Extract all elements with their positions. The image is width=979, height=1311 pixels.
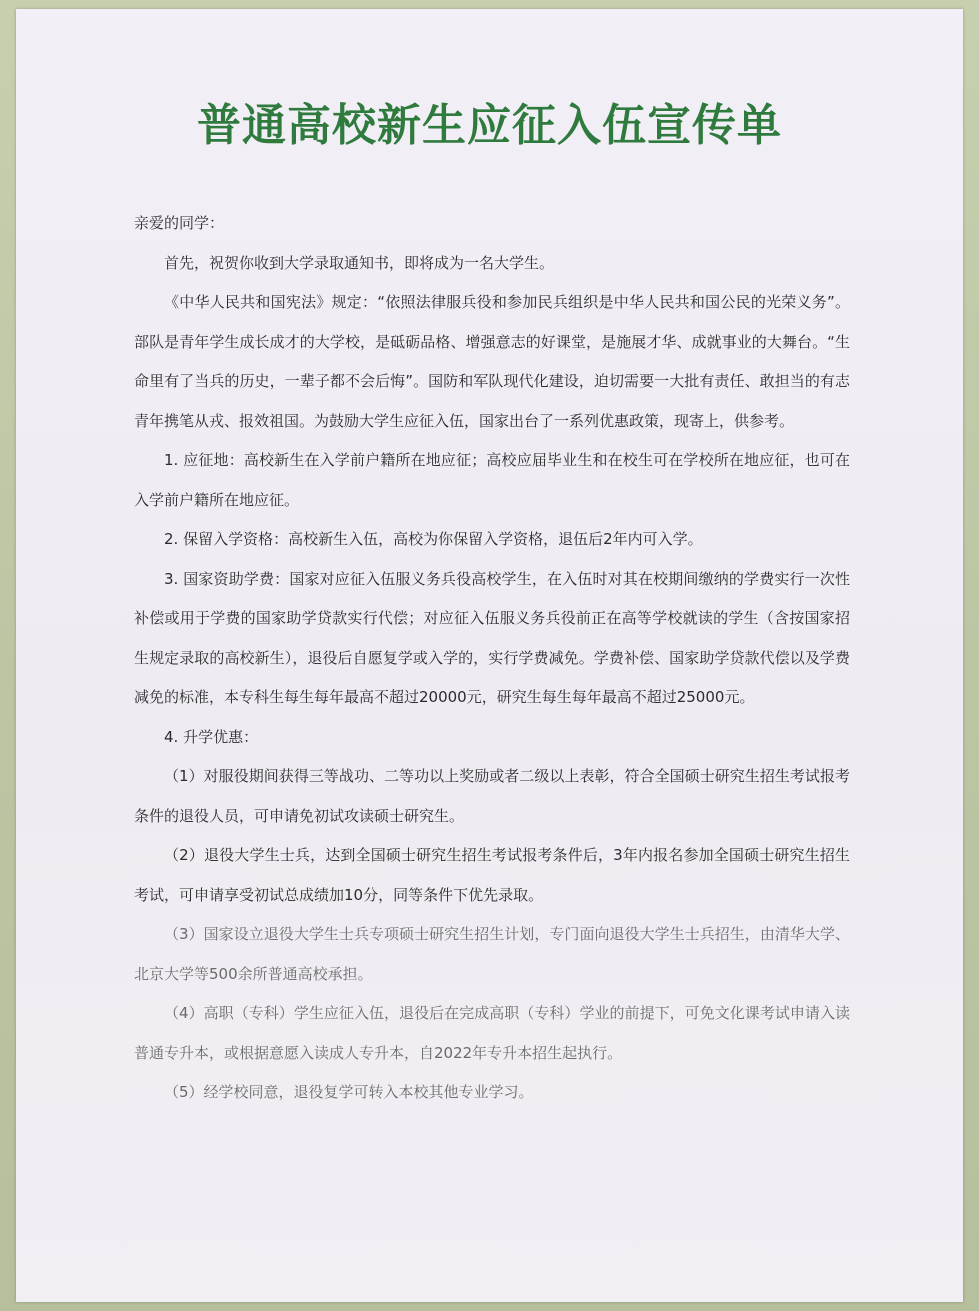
constitution-paragraph: 《中华人民共和国宪法》规定：“依照法律服兵役和参加民兵组织是中华人民共和国公民的光荣义务”。部队是青年学生成长成才的大学校，是砥砺品格、增强意志的好课堂，是施展才华、成就事业的大舞台。“生命里有了当兵的历史，一辈子都不会后悔”。国防和军队现代化建设，迫切需要一大批有责任、敢担当的有志青年携笔从戎、报效祖国。为鼓励大学生应征入伍，国家出台了一系列优惠政策，现寄上，供参考。 <box>134 293 850 430</box>
policy-item-2: 2. 保留入学资格：高校新生入伍，高校为你保留入学资格，退伍后2年内可入学。 <box>164 530 703 548</box>
policy-subitem-3: （3）国家设立退役大学生士兵专项硕士研究生招生计划，专门面向退役大学生士兵招生，由清华大学、北京大学等500余所普通高校承担。 <box>134 925 850 983</box>
leaflet-body <box>134 204 850 1113</box>
policy-item-4-heading: 4. 升学优惠： <box>164 727 259 746</box>
leaflet-title: 普通高校新生应征入伍宣传单 <box>197 100 782 151</box>
salutation: 亲爱的同学： <box>134 214 225 232</box>
policy-item-3: 3. 国家资助学费：国家对应征入伍服义务兵役高校学生，在入伍时对其在校期间缴纳的学费实行一次性补偿或用于学费的国家助学贷款实行代偿；对应征入伍服义务兵役前正在高等学校就读的学生（含按国家招生规定录取的高校新生），退役后自愿复学或入学的，实行学费减免。学费补偿、国家助学贷款代偿以及学费减免的标准，本专科生每生每年最高不超过20000元，研究生每生每年最高不超过25000元。 <box>134 569 850 706</box>
leaflet-paper <box>16 9 963 1302</box>
policy-item-1: 1. 应征地：高校新生在入学前户籍所在地应征；高校应届毕业生和在校生可在学校所在地应征，也可在入学前户籍所在地应征。 <box>134 451 850 509</box>
congratulation-paragraph: 首先，祝贺你收到大学录取通知书，即将成为一名大学生。 <box>164 253 555 272</box>
policy-subitem-5: （5）经学校同意，退役复学可转入本校其他专业学习。 <box>164 1083 534 1101</box>
policy-subitem-1: （1）对服役期间获得三等战功、二等功以上奖励或者二级以上表彰，符合全国硕士研究生招生考试报考条件的退役人员，可申请免初试攻读硕士研究生。 <box>134 767 850 825</box>
policy-subitem-4: （4）高职（专科）学生应征入伍，退役后在完成高职（专科）学业的前提下，可免文化课考试申请入读普通专升本，或根据意愿入读成人专升本，自2022年专升本招生起执行。 <box>134 1004 850 1062</box>
policy-subitem-2: （2）退役大学生士兵，达到全国硕士研究生招生考试报考条件后，3年内报名参加全国硕士研究生招生考试，可申请享受初试总成绩加10分，同等条件下优先录取。 <box>134 846 850 904</box>
